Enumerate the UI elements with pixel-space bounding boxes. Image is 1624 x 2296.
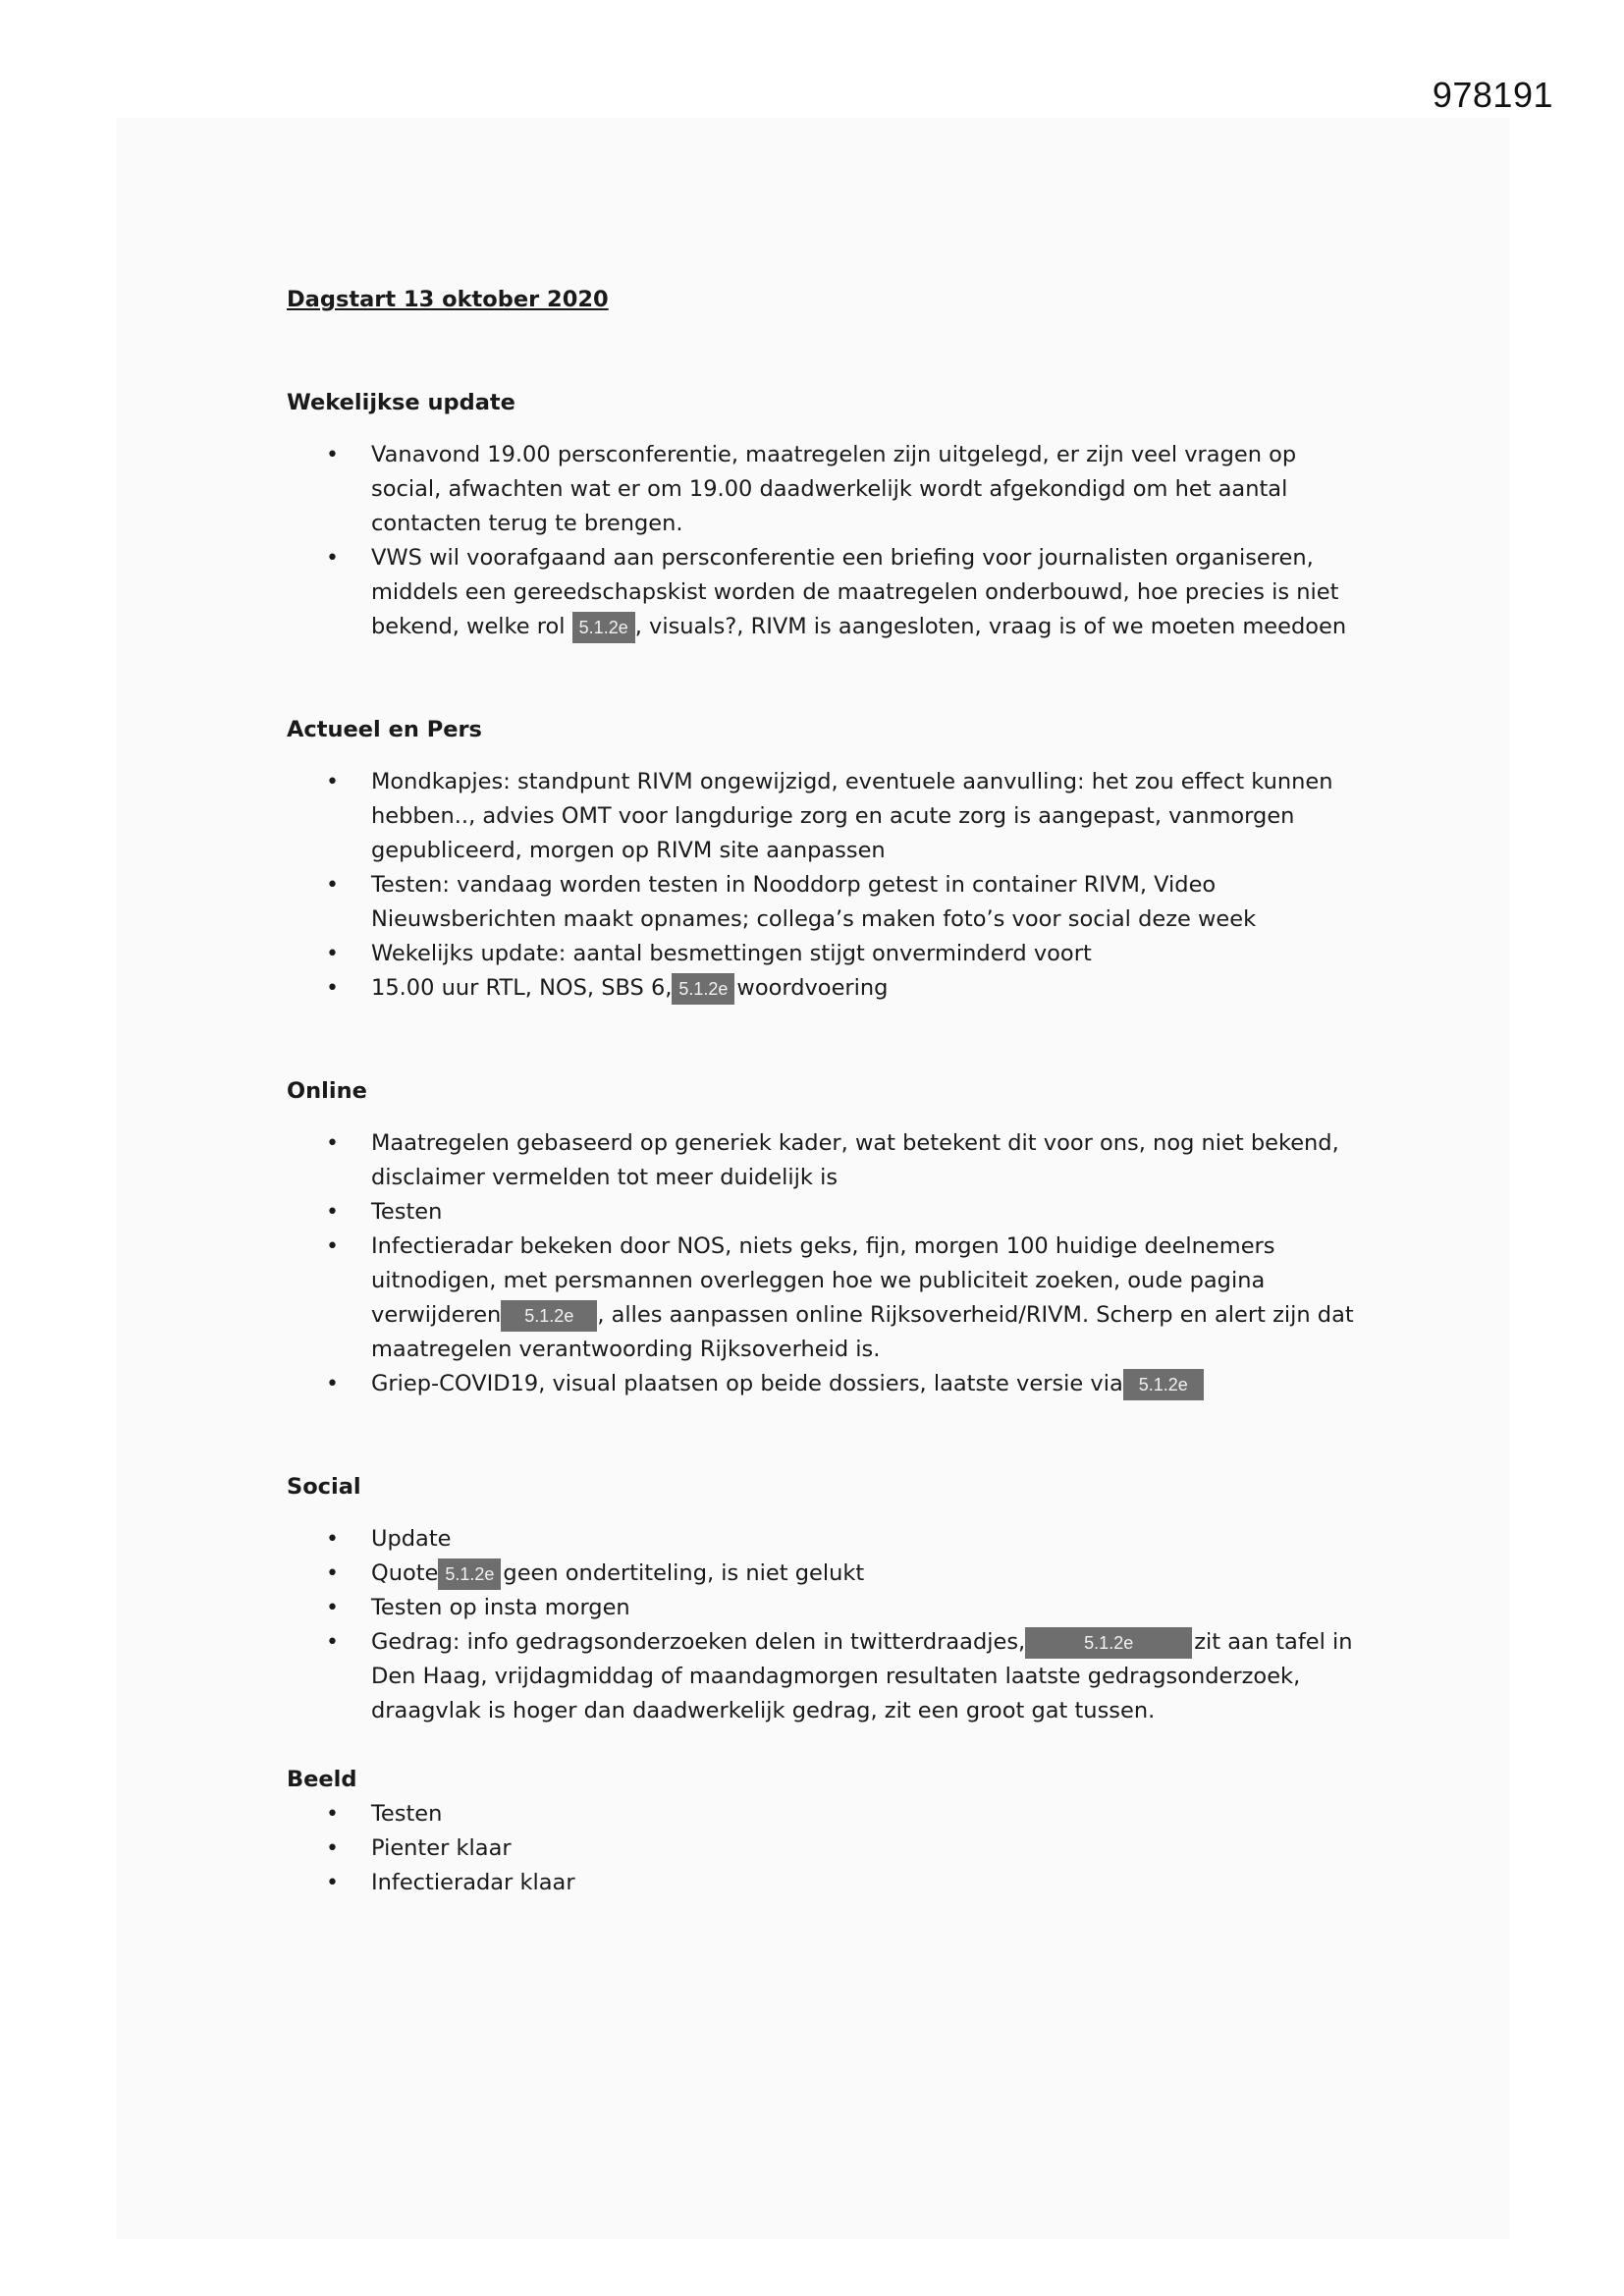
section-heading-wekelijkse-update: Wekelijkse update	[287, 390, 515, 415]
list-item	[287, 1831, 1367, 1866]
list-item	[287, 438, 1367, 541]
list-actueel-en-pers	[287, 765, 1367, 1006]
list-item	[287, 1367, 1367, 1401]
list-item	[287, 765, 1367, 868]
list-item-text: Griep-COVID19, visual plaatsen op beide dossiers, laatste versie via	[371, 1371, 1123, 1396]
list-item-text: Testen	[371, 1199, 443, 1225]
list-item	[287, 1557, 1367, 1591]
list-online	[287, 1126, 1367, 1401]
redaction-box: 5.1.2e	[572, 612, 635, 643]
list-item-text: Wekelijks update: aantal besmettingen stijgt onverminderd voort	[371, 941, 1092, 966]
list-item-text: Pienter klaar	[371, 1835, 512, 1861]
section-heading-beeld: Beeld	[287, 1767, 357, 1792]
list-item-text: Vanavond 19.00 persconferentie, maatregelen zijn uitgelegd, er zijn veel vragen op social, afwachten wat er om 19.00 daadwerkelijk wordt afgekondigd om het aantal contacten terug te brengen.	[371, 442, 1297, 536]
redaction-box: 5.1.2e	[438, 1558, 501, 1590]
list-item-text: Maatregelen gebaseerd op generiek kader, wat betekent dit voor ons, nog niet bekend, disclaimer vermelden tot meer duidelijk is	[371, 1130, 1339, 1190]
list-item-text: woordvoering	[736, 975, 889, 1001]
list-item-text: zit aan tafel in Den Haag, vrijdagmiddag of maandagmorgen resultaten laatste gedragsonderzoek, draagvlak is hoger dan daadwerkelijk gedrag, zit een groot gat tussen.	[371, 1629, 1353, 1723]
section-heading-social: Social	[287, 1474, 361, 1500]
list-item	[287, 541, 1367, 644]
section-heading-actueel-en-pers: Actueel en Pers	[287, 717, 482, 742]
list-item	[287, 1866, 1367, 1900]
list-item	[287, 1126, 1367, 1195]
document-number: 978191	[1432, 75, 1553, 115]
list-item-text: Infectieradar klaar	[371, 1870, 575, 1895]
redaction-box: 5.1.2e	[1025, 1627, 1192, 1659]
list-item-text: 15.00 uur RTL, NOS, SBS 6,	[371, 975, 673, 1001]
list-item	[287, 1195, 1367, 1230]
list-item-text: Testen op insta morgen	[371, 1595, 630, 1620]
list-item	[287, 1522, 1367, 1557]
list-item	[287, 1591, 1367, 1625]
list-item-text: Quote	[371, 1560, 439, 1586]
list-item	[287, 1625, 1367, 1728]
list-item-text: Gedrag: info gedragsonderzoeken delen in twitterdraadjes,	[371, 1629, 1026, 1655]
list-beeld	[287, 1797, 1367, 1900]
list-item-text: , alles aanpassen online Rijksoverheid/RIVM. Scherp en alert zijn dat maatregelen verantwoording Rijksoverheid is.	[371, 1302, 1354, 1362]
list-item	[287, 1797, 1367, 1831]
list-item-text: VWS wil voorafgaand aan persconferentie een briefing voor journalisten organiseren, middels een gereedschapskist worden de maatregelen onderbouwd, hoe precies is niet bekend, welke rol	[371, 545, 1339, 639]
list-item-text: Testen: vandaag worden testen in Nooddorp getest in container RIVM, Video Nieuwsberichten maakt opnames; collega’s maken foto’s voor social deze week	[371, 872, 1257, 932]
list-item-text: , visuals?, RIVM is aangesloten, vraag is of we moeten meedoen	[634, 614, 1347, 639]
list-wekelijkse-update	[287, 438, 1367, 644]
list-item-text: Testen	[371, 1801, 443, 1827]
list-item-text: geen ondertiteling, is niet gelukt	[503, 1560, 865, 1586]
redaction-box: 5.1.2e	[1123, 1369, 1204, 1400]
list-item-text: Update	[371, 1526, 452, 1552]
list-item	[287, 1230, 1367, 1367]
redaction-box: 5.1.2e	[672, 973, 734, 1005]
document-title: Dagstart 13 oktober 2020	[287, 287, 609, 312]
list-item	[287, 971, 1367, 1006]
section-heading-online: Online	[287, 1078, 367, 1104]
list-social	[287, 1522, 1367, 1728]
document-body	[287, 283, 1367, 1900]
list-item	[287, 937, 1367, 971]
list-item-text: Mondkapjes: standpunt RIVM ongewijzigd, eventuele aanvulling: het zou effect kunnen hebben.., advies OMT voor langdurige zorg en acute zorg is aangepast, vanmorgen gepubliceerd, morgen op RIVM site aanpassen	[371, 769, 1333, 863]
redaction-box: 5.1.2e	[501, 1300, 597, 1332]
list-item	[287, 868, 1367, 937]
list-item-text: Infectieradar bekeken door NOS, niets geks, fijn, morgen 100 huidige deelnemers uitnodigen, met persmannen overleggen hoe we publiciteit zoeken, oude pagina verwijderen	[371, 1233, 1275, 1328]
